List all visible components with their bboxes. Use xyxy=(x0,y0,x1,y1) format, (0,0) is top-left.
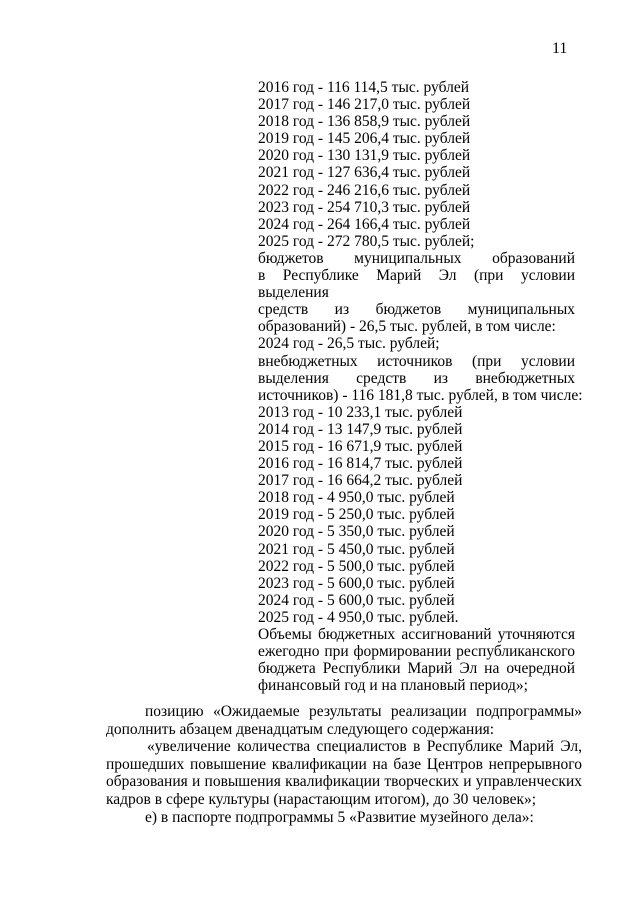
budget-line-2020: 2020 год - 130 131,9 тыс. рублей xyxy=(258,147,471,165)
extrabudget-line-2023: 2023 год - 5 600,0 тыс. рублей xyxy=(258,574,455,592)
municipal-line-4: образований) - 26,5 тыс. рублей, в том числе: xyxy=(258,318,556,336)
extrabudget-line-2019: 2019 год - 5 250,0 тыс. рублей xyxy=(258,506,455,524)
extrabudget-line-2021: 2021 год - 5 450,0 тыс. рублей xyxy=(258,540,455,558)
budget-line-2019: 2019 год - 145 206,4 тыс. рублей xyxy=(258,130,471,148)
extrabudget-line-2013: 2013 год - 10 233,1 тыс. рублей xyxy=(258,403,463,421)
extrabudget-line-2016: 2016 год - 16 814,7 тыс. рублей xyxy=(258,455,463,473)
municipal-line-3: средств из бюджетов муниципальных xyxy=(258,301,575,319)
extrabudget-line-2022: 2022 год - 5 500,0 тыс. рублей xyxy=(258,557,455,575)
municipal-line-2: в Республике Марий Эл (при условии выделения xyxy=(258,267,575,302)
extrabudget-line-2025: 2025 год - 4 950,0 тыс. рублей. xyxy=(258,608,459,626)
budget-line-2024: 2024 год - 264 166,4 тыс. рублей xyxy=(258,215,471,233)
extrabudget-line-2014: 2014 год - 13 147,9 тыс. рублей xyxy=(258,420,463,438)
funding-column xyxy=(258,79,583,695)
extrabudget-line-3: источников) - 116 181,8 тыс. рублей, в том числе: xyxy=(258,386,583,404)
passport-paragraph: е) в паспорте подпрограммы 5 «Развитие музейного дела»: xyxy=(145,808,534,826)
budget-line-2017: 2017 год - 146 217,0 тыс. рублей xyxy=(258,96,471,114)
extrabudget-line-2017: 2017 год - 16 664,2 тыс. рублей xyxy=(258,472,463,490)
amendment-text xyxy=(106,703,582,826)
extrabudget-line-2020: 2020 год - 5 350,0 тыс. рублей xyxy=(258,523,455,541)
volumes-note: Объемы бюджетных ассигнований уточняются ежегодно при формировании республиканского бюджета Республики Марий Эл на очередной финансовый год и на плановый период»; xyxy=(258,626,575,695)
extrabudget-line-2024: 2024 год - 5 600,0 тыс. рублей xyxy=(258,591,455,609)
extrabudget-line-2018: 2018 год - 4 950,0 тыс. рублей xyxy=(258,489,455,507)
budget-line-2021: 2021 год - 127 636,4 тыс. рублей xyxy=(258,164,471,182)
extrabudget-line-2015: 2015 год - 16 671,9 тыс. рублей xyxy=(258,437,463,455)
municipal-line-1: бюджетов муниципальных образований xyxy=(258,249,575,267)
budget-line-2025: 2025 год - 272 780,5 тыс. рублей; xyxy=(258,232,475,250)
page-number: 11 xyxy=(552,40,568,57)
increase-paragraph: «увеличение количества специалистов в Республике Марий Эл, прошедших повышение квалификации на базе Центров непрерывного образования и повышения квалификации творческих и управленческих кадров в сфере культуры (нарастающим итогом), до 30 человек»; xyxy=(106,738,582,808)
budget-line-2022: 2022 год - 246 216,6 тыс. рублей xyxy=(258,181,471,199)
extrabudget-line-1: внебюджетных источников (при условии xyxy=(258,352,575,370)
budget-line-2018: 2018 год - 136 858,9 тыс. рублей xyxy=(258,113,471,131)
municipal-line-5: 2024 год - 26,5 тыс. рублей; xyxy=(258,335,440,353)
budget-line-2016: 2016 год - 116 114,5 тыс. рублей xyxy=(258,79,469,96)
budget-line-2023: 2023 год - 254 710,3 тыс. рублей xyxy=(258,198,471,216)
extrabudget-line-2: выделения средств из внебюджетных xyxy=(258,369,575,387)
position-paragraph: позицию «Ожидаемые результаты реализации подпрограммы» дополнить абзацем двенадцатым следующего содержания: xyxy=(106,703,582,738)
